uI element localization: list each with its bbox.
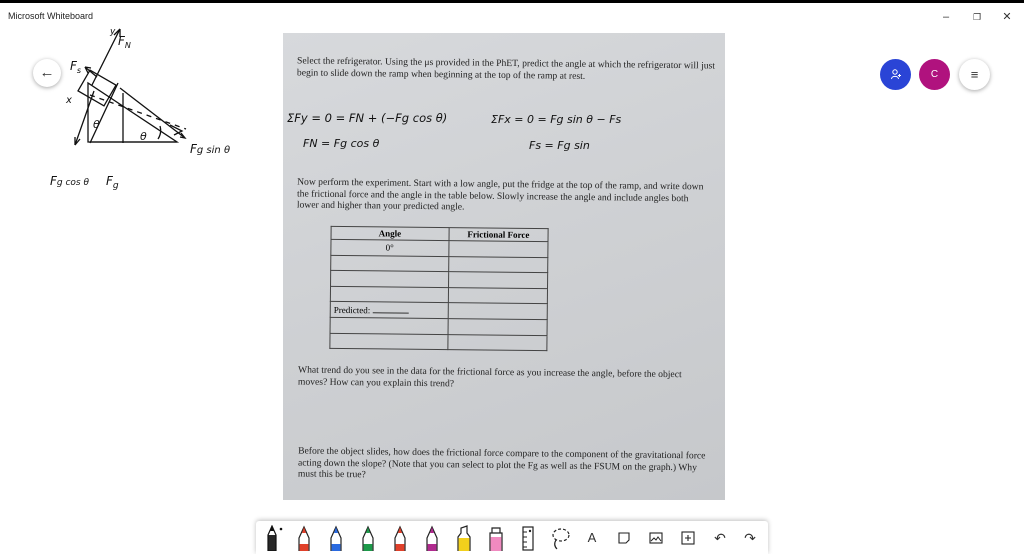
- y-axis-label: y: [110, 27, 116, 37]
- intro-paragraph: Select the refrigerator. Using the μs provided in the PhET, predict the angle at which the refrigerator will just begin to slide down the ramp when beginning at the top of the ramp at rest.: [296, 55, 716, 82]
- predicted-label: Predicted:: [333, 304, 371, 315]
- table-cell-force: [448, 303, 548, 320]
- close-button[interactable]: ✕: [1002, 11, 1012, 23]
- table-cell-force: [448, 272, 548, 289]
- table-cell-force: [448, 256, 548, 273]
- table-cell-force: [448, 241, 548, 258]
- minimize-button[interactable]: –: [942, 11, 950, 23]
- redo-button[interactable]: ↷: [744, 530, 756, 546]
- undo-button[interactable]: ↶: [714, 530, 726, 546]
- pen-black-icon[interactable]: [259, 525, 285, 551]
- table-row: [330, 333, 547, 351]
- fg-label: $F_g$: [106, 174, 119, 191]
- settings-menu-button[interactable]: [959, 59, 990, 90]
- table-header-angle: Angle: [331, 226, 449, 240]
- handwritten-equation-3: ΣFx = 0 = Fg sin θ − Fs: [491, 113, 622, 126]
- highlighter-yellow-icon[interactable]: [451, 525, 477, 551]
- text-tool-button[interactable]: A: [587, 530, 597, 545]
- data-table: [329, 226, 548, 351]
- inking-toolbar: [256, 521, 768, 554]
- handwritten-equation-1: ΣFy = 0 = FN + (−Fg cos θ): [287, 111, 448, 125]
- fg-sin-label: Fg sin θ: [190, 142, 231, 156]
- x-axis-label: x: [66, 95, 72, 106]
- table-cell-predicted: [330, 302, 448, 319]
- worksheet-image[interactable]: [283, 33, 725, 500]
- theta-label-top: θ: [93, 118, 100, 131]
- table-cell-force: [447, 334, 547, 351]
- app-title: Microsoft Whiteboard: [8, 11, 94, 21]
- back-arrow-icon: ←: [39, 64, 55, 81]
- table-cell-angle: 0°: [331, 239, 449, 256]
- ruler-icon[interactable]: [515, 525, 541, 551]
- restore-button[interactable]: ❐: [972, 12, 982, 22]
- table-cell-force: [448, 287, 548, 304]
- invite-participant-button[interactable]: [880, 59, 911, 90]
- table-cell-angle: [330, 333, 448, 350]
- pen-blue-icon[interactable]: [323, 525, 349, 551]
- insert-add-icon[interactable]: [675, 525, 701, 551]
- image-icon[interactable]: [643, 525, 669, 551]
- handwritten-equation-2: FN = Fg cos θ: [303, 137, 380, 150]
- theta-label-base: θ: [140, 130, 147, 143]
- pen-red-icon[interactable]: [291, 525, 317, 551]
- person-add-icon: [890, 68, 902, 80]
- experiment-paragraph: Now perform the experiment. Start with a low angle, put the fridge at the top of the ramp, and write down the frictional force and the angle in the table below. Slowly increase the angle and include angles both lower and higher than your predicted angle.: [296, 176, 704, 213]
- pen-purple-icon[interactable]: [419, 525, 445, 551]
- hamburger-icon: ≡: [970, 67, 979, 82]
- table-cell-force: [448, 319, 548, 336]
- fs-label: $F_s$: [70, 59, 82, 75]
- participant-avatar-c[interactable]: C: [919, 59, 950, 90]
- sticky-note-icon[interactable]: [611, 525, 637, 551]
- lasso-select-icon[interactable]: [547, 525, 573, 551]
- table-cell-angle: [331, 255, 449, 272]
- table-cell-angle: [330, 286, 448, 303]
- table-cell-angle: [330, 317, 448, 334]
- handwritten-equation-4: Fs = Fg sin: [529, 139, 590, 152]
- pen-orange-icon[interactable]: [387, 525, 413, 551]
- table-header-frictional-force: Frictional Force: [449, 228, 549, 242]
- question-2: Before the object slides, how does the frictional force compare to the component of the gravitational force acting down the slope? (Note that you can select to plot the Fg as well as the FSUM on the graph.) Why must this be true?: [297, 445, 706, 481]
- highlighter-pink-icon[interactable]: [483, 525, 509, 551]
- table-cell-angle: [331, 271, 449, 288]
- free-body-diagram-sketch: [30, 25, 260, 210]
- fg-cos-label: Fg cos θ: [50, 174, 89, 188]
- pen-green-icon[interactable]: [355, 525, 381, 551]
- question-1: What trend do you see in the data for the frictional force as you increase the angle, before the object moves? How can you explain this trend?: [297, 364, 682, 389]
- fn-label: $F_N$: [118, 34, 131, 50]
